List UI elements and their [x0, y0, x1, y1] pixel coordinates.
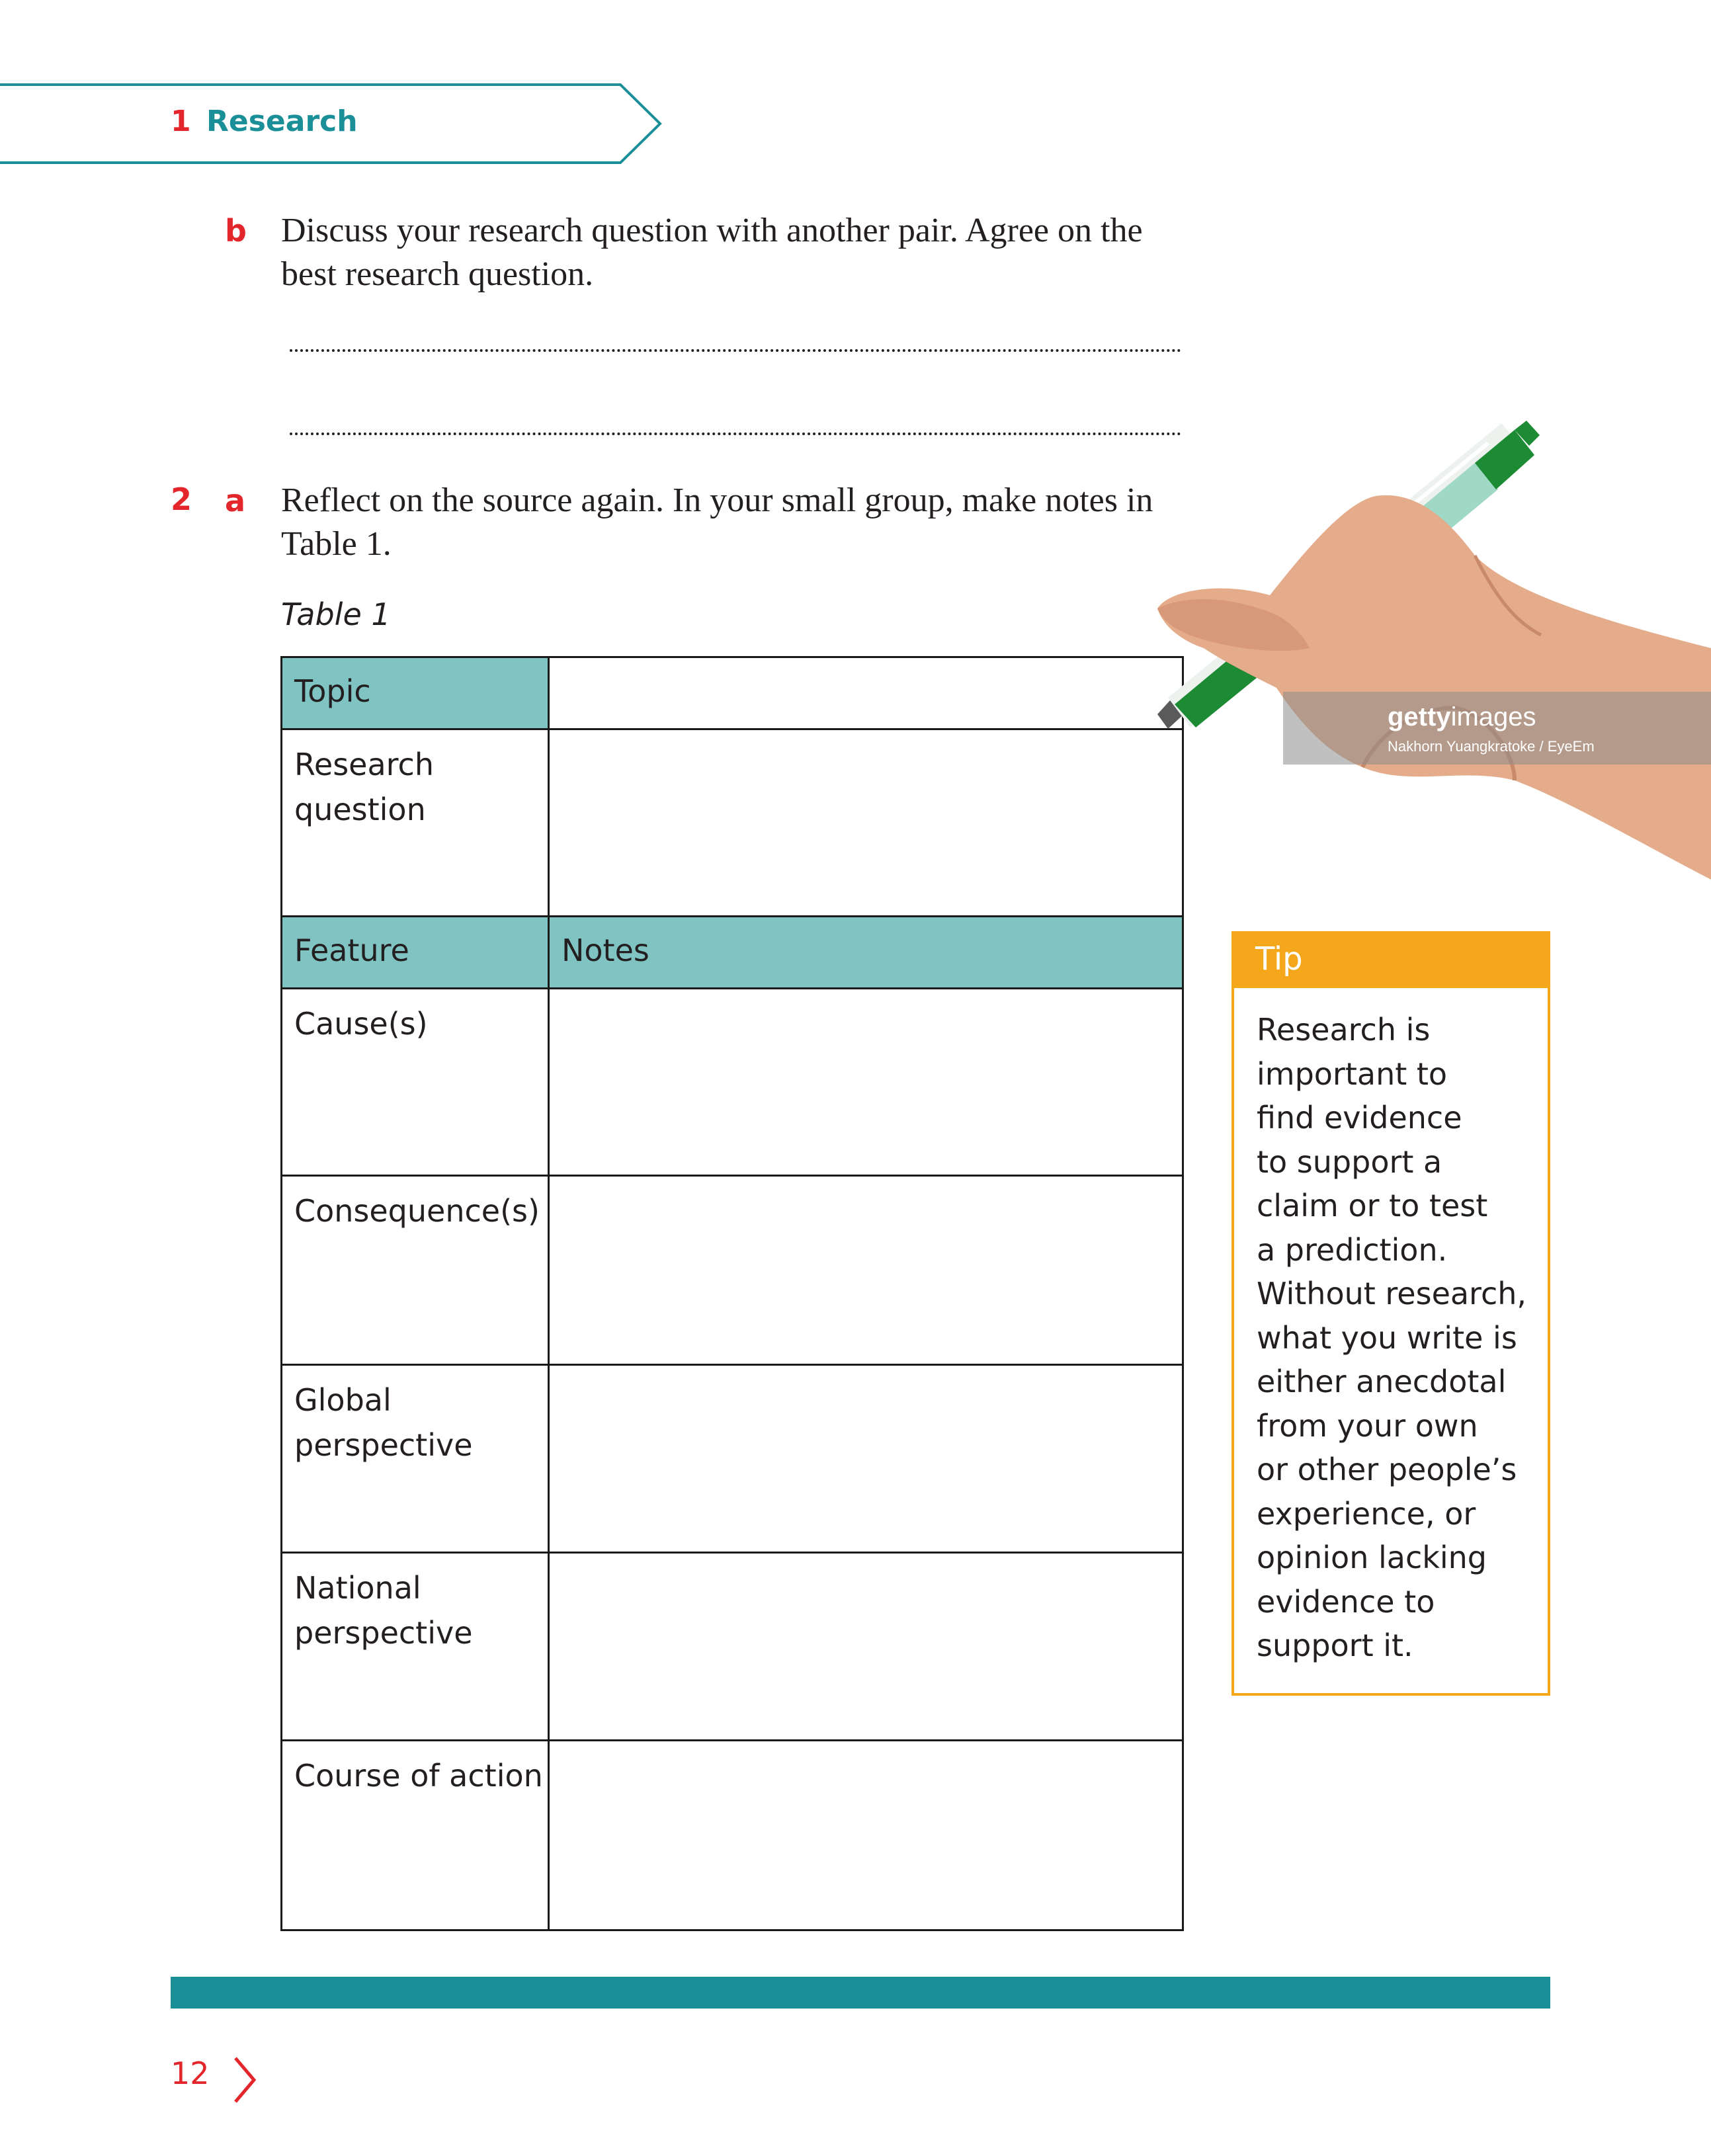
footer-bar [171, 1977, 1550, 2009]
table-label-cell [280, 1739, 550, 1931]
row-label: Consequence(s) [294, 1193, 540, 1229]
question-number: 2 [171, 481, 192, 517]
section-number: 1 [171, 104, 191, 138]
question-letter: a [225, 483, 246, 518]
feature-header: Feature [294, 933, 409, 968]
table-header-cell [280, 915, 550, 989]
row-label: Course of action [294, 1758, 543, 1794]
question-text-line: Table 1. [281, 525, 392, 563]
getty-watermark [1388, 702, 1536, 732]
table-label-cell [280, 1175, 550, 1366]
question-text-line: Discuss your research question with another pair. Agree on the [281, 212, 1143, 249]
notes-input-cell[interactable] [548, 987, 1184, 1177]
question-text-line: best research question. [281, 255, 594, 293]
notes-input-cell[interactable] [548, 1552, 1184, 1741]
row-label [294, 1378, 473, 1468]
watermark-brand: images [1450, 702, 1536, 731]
section-title: Research [206, 104, 358, 138]
table-label-cell [280, 987, 550, 1177]
label-line: question [294, 792, 426, 827]
topic-input-cell[interactable] [548, 656, 1184, 730]
row-label: Cause(s) [294, 1006, 428, 1042]
label-line: Global [294, 1382, 392, 1418]
tip-header [1234, 934, 1548, 988]
notes-header: Notes [562, 933, 649, 968]
topic-label: Topic [294, 673, 371, 709]
question-letter: b [225, 213, 247, 249]
research-question-input-cell[interactable] [548, 728, 1184, 917]
watermark-brand: getty [1388, 702, 1451, 731]
label-line: perspective [294, 1427, 473, 1463]
answer-line[interactable] [290, 349, 1181, 352]
table-header-cell [280, 656, 550, 730]
answer-line[interactable] [290, 433, 1181, 435]
label-line: perspective [294, 1615, 473, 1651]
hand-writing-photo [1144, 397, 1711, 899]
label-line: National [294, 1570, 421, 1606]
label-line: Research [294, 747, 434, 782]
table-label-cell [280, 1364, 550, 1554]
row-label [294, 1565, 473, 1655]
page-number: 12 [171, 2055, 210, 2091]
table-header-cell [548, 915, 1184, 989]
notes-input-cell[interactable] [548, 1739, 1184, 1931]
table-label-cell [280, 728, 550, 917]
table-label-cell [280, 1552, 550, 1741]
notes-input-cell[interactable] [548, 1364, 1184, 1554]
research-question-label [294, 742, 434, 832]
tip-title: Tip [1255, 940, 1303, 977]
tip-box [1231, 931, 1550, 1696]
table-caption: Table 1 [281, 597, 391, 632]
tip-text: Research is important to find evidence to support a claim or to test a prediction. Without research, what you write is either anecdotal from your own or other people’s experience, or opinion lacking evidence to support it. [1257, 1012, 1527, 1663]
chevron-right-icon[interactable] [231, 2055, 258, 2104]
question-text-line: Reflect on the source again. In your small group, make notes in [281, 481, 1153, 519]
notes-input-cell[interactable] [548, 1175, 1184, 1366]
watermark-credit: Nakhorn Yuangkratoke / EyeEm [1388, 738, 1595, 755]
